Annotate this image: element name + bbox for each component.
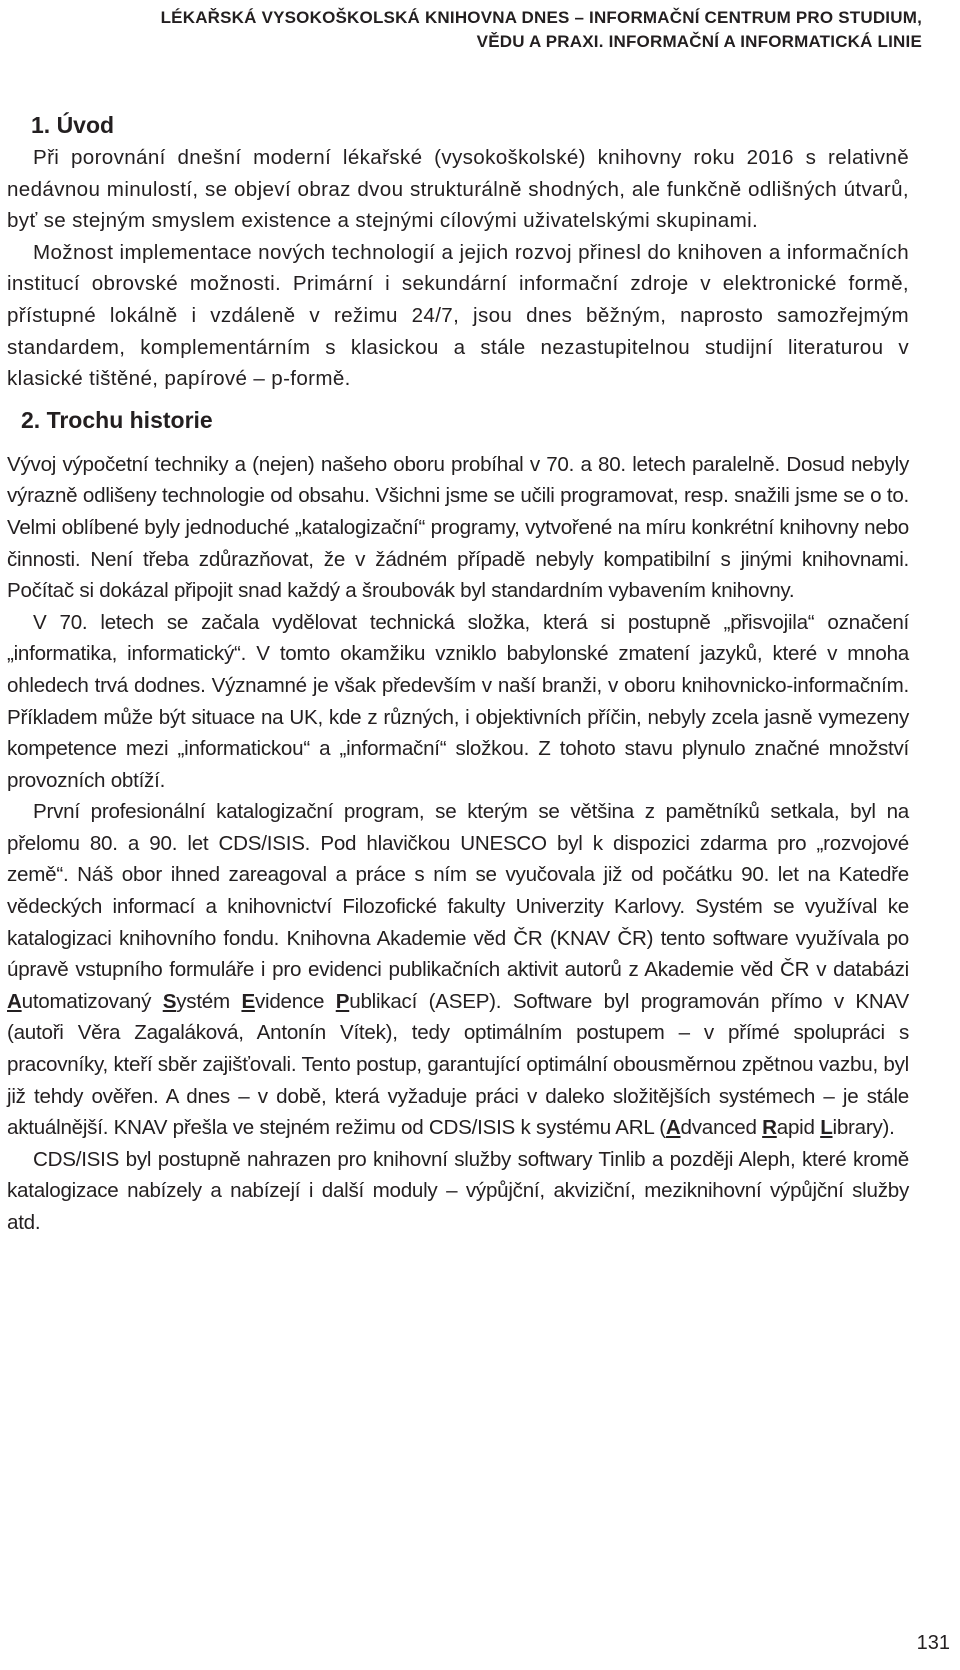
arl-initial-l: L	[820, 1116, 833, 1140]
arl-word-2: apid	[776, 1116, 821, 1140]
arl-word-1: dvanced	[680, 1116, 763, 1140]
history-paragraph-3	[7, 796, 909, 1144]
asep-word-1: utomatizovaný	[21, 989, 163, 1013]
asep-initial-p: P	[335, 989, 350, 1013]
asep-initial-e: E	[241, 989, 255, 1013]
asep-word-2: ystém	[176, 989, 242, 1013]
section-heading-history: 2. Trochu historie	[21, 406, 213, 433]
asep-initial-a: A	[7, 989, 22, 1013]
arl-initial-a: A	[665, 1116, 681, 1140]
history-paragraph-4: CDS/ISIS byl postupně nahrazen pro knihovní služby softwary Tinlib a později Aleph, které kromě katalogizace nabízely a nabízejí i další moduly – výpůjční, akviziční, meziknihovní výpůjční služby atd.	[7, 1147, 909, 1234]
running-header	[22, 6, 922, 54]
article-body	[7, 108, 909, 1239]
history-paragraph-2: V 70. letech se začala vydělovat technická složka, která si postupně „přisvojila“ označení „informatika, informatický“. V tomto okamžiku vzniklo babylonské zmatení jazyků, které v mnoha ohledech trvá dodnes. Významné je však především v naší branži, v oboru knihovnicko-informačním. Příkladem může být situace na UK, kde z různých, i objektivních příčin, nebyly zcela jasně vymezeny kompetence mezi „informatickou“ a „informační“ složkou. Z tohoto stavu plynulo značné množství provozních obtíží.	[7, 610, 909, 792]
intro-paragraph-1: Při porovnání dnešní moderní lékařské (vysokoškolské) knihovny roku 2016 s relativně nedávnou minulostí, se objeví obraz dvou strukturálně shodných, ale funkčně odlišných útvarů, byť se stejným smyslem existence a stejnými cílovými uživatelskými skupinami.	[7, 146, 909, 233]
arl-word-3: ibrary).	[832, 1116, 895, 1140]
history-paragraph-3-part-b: Software byl programován přímo v KNAV (autoři Věra Zagaláková, Antonín Vítek), tedy optimálním postupem – v přímé spolupráci s pracovníky, kteří sběr zajišťovali. Tento postup, garantující optimální obousměrnou zpětnou vazbu, byl již tehdy ověřen. A dnes – v době, která vyžaduje práci v daleko složitějších systémech – je stále aktuálnější. KNAV přešla ve stejném režimu od CDS/ISIS k systému ARL (	[7, 989, 909, 1140]
page-number: 131	[916, 1632, 950, 1654]
intro-paragraph-2: Možnost implementace nových technologií a jejich rozvoj přinesl do knihoven a informačních institucí obrovské možnosti. Primární i sekundární informační zdroje v elektronické formě, přístupné lokálně i vzdáleně v režimu 24/7, jsou dnes běžným, naprosto samozřejmým standardem, komplementárním s klasickou a stále nezastupitelnou studijní literaturou v klasické tištěné, papírové – p-formě.	[7, 240, 909, 391]
asep-initial-s: S	[162, 989, 177, 1013]
arl-initial-r: R	[762, 1116, 777, 1140]
history-paragraph-3-part-a: První profesionální katalogizační program, se kterým se většina z pamětníků setkala, byl na přelomu 80. a 90. let CDS/ISIS. Pod hlavičkou UNESCO byl k dispozici zdarma pro „rozvojové země“. Náš obor ihned zareagoval a práce s ním se vyučovala již od počátku 90. let na Katedře vědeckých informací a knihovnictví Filozofické fakulty Univerzity Karlovy. Systém se využíval ke katalogizaci knihovního fondu. Knihovna Akademie věd ČR (KNAV ČR) tento software využívala po úpravě vstupního formuláře i pro evidenci publikačních aktivit autorů z Akademie věd ČR v databázi	[7, 800, 909, 982]
asep-word-4: ublikací (ASEP).	[349, 989, 502, 1013]
running-header-line-2: VĚDU A PRAXI. INFORMAČNÍ A INFORMATICKÁ LINIE	[476, 32, 922, 51]
asep-word-3: vidence	[254, 989, 336, 1013]
section-heading-intro: 1. Úvod	[31, 112, 115, 138]
running-header-line-1: LÉKAŘSKÁ VYSOKOŠKOLSKÁ KNIHOVNA DNES – INFORMAČNÍ CENTRUM PRO STUDIUM,	[160, 8, 922, 27]
history-paragraph-1: Vývoj výpočetní techniky a (nejen) našeho oboru probíhal v 70. a 80. letech paralelně. Dosud nebyly výrazně odlišeny technologie od obsahu. Všichni jsme se učili programovat, resp. snažili jsme se o to. Velmi oblíbené byly jednoduché „katalogizační“ programy, vytvořené na míru konkrétní knihovny nebo činnosti. Není třeba zdůrazňovat, že v žádném případě nebyly kompatibilní s jinými knihovnami. Počítač si dokázal připojit snad každý a šroubovák byl standardním vybavením knihovny.	[7, 452, 909, 603]
